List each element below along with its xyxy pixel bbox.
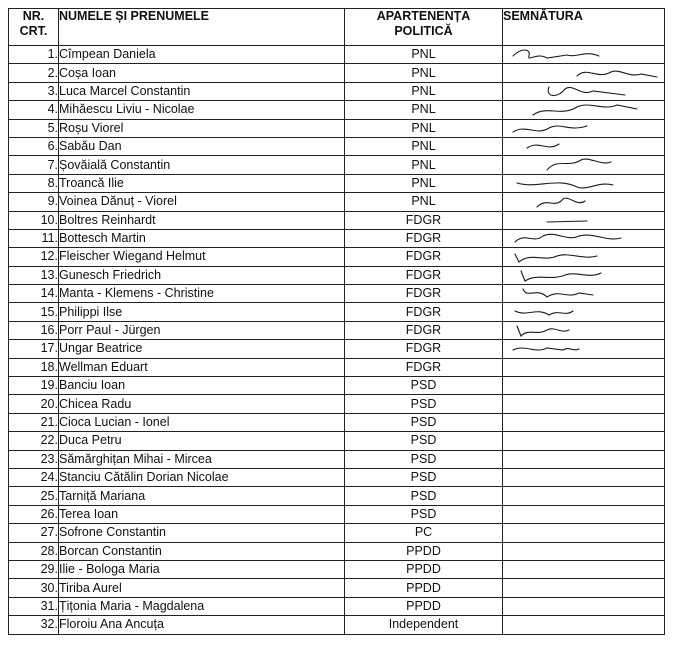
signature-stroke bbox=[515, 311, 573, 315]
political-affiliation: PSD bbox=[345, 395, 503, 413]
member-name: Cîmpean Daniela bbox=[59, 46, 345, 64]
table-row bbox=[9, 211, 665, 229]
member-name: Terea Ioan bbox=[59, 505, 345, 523]
row-number: 1. bbox=[9, 46, 59, 64]
member-name: Sămărghițan Mihai - Mircea bbox=[59, 450, 345, 468]
table-row bbox=[9, 248, 665, 266]
table-row bbox=[9, 542, 665, 560]
signature-stroke bbox=[527, 144, 559, 148]
signature-cell bbox=[503, 450, 665, 468]
signature-stroke bbox=[547, 221, 587, 222]
row-number: 11. bbox=[9, 229, 59, 247]
row-number: 6. bbox=[9, 137, 59, 155]
signature-stroke bbox=[533, 105, 637, 115]
row-number: 17. bbox=[9, 340, 59, 358]
table-row bbox=[9, 46, 665, 64]
member-name: Floroiu Ana Ancuța bbox=[59, 616, 345, 634]
table-row bbox=[9, 487, 665, 505]
political-affiliation: PC bbox=[345, 524, 503, 542]
member-name: Borcan Constantin bbox=[59, 542, 345, 560]
row-number: 9. bbox=[9, 193, 59, 211]
handwritten-signature bbox=[507, 248, 657, 266]
member-name: Wellman Eduart bbox=[59, 358, 345, 376]
signature-cell bbox=[503, 64, 665, 82]
signature-cell bbox=[503, 358, 665, 376]
signature-cell bbox=[503, 303, 665, 321]
table-row bbox=[9, 119, 665, 137]
signature-cell bbox=[503, 321, 665, 339]
political-affiliation: PSD bbox=[345, 468, 503, 486]
table-row bbox=[9, 450, 665, 468]
table-row bbox=[9, 413, 665, 431]
signature-stroke bbox=[547, 159, 611, 170]
row-number: 13. bbox=[9, 266, 59, 284]
signature-stroke bbox=[513, 126, 587, 132]
political-affiliation: PNL bbox=[345, 156, 503, 174]
political-affiliation: PNL bbox=[345, 64, 503, 82]
member-name: Troancă Ilie bbox=[59, 174, 345, 192]
table-row bbox=[9, 377, 665, 395]
handwritten-signature bbox=[507, 285, 657, 303]
member-name: Philippi Ilse bbox=[59, 303, 345, 321]
row-number: 28. bbox=[9, 542, 59, 560]
handwritten-signature bbox=[507, 64, 657, 82]
table-row bbox=[9, 505, 665, 523]
signature-cell bbox=[503, 137, 665, 155]
table-row bbox=[9, 560, 665, 578]
signature-cell bbox=[503, 597, 665, 615]
signature-cell bbox=[503, 524, 665, 542]
member-name: Tarniță Mariana bbox=[59, 487, 345, 505]
signature-cell bbox=[503, 505, 665, 523]
political-affiliation: PNL bbox=[345, 193, 503, 211]
political-affiliation: FDGR bbox=[345, 229, 503, 247]
handwritten-signature bbox=[507, 322, 657, 340]
signature-cell bbox=[503, 340, 665, 358]
signature-stroke bbox=[517, 183, 613, 188]
political-affiliation: PPDD bbox=[345, 579, 503, 597]
row-number: 29. bbox=[9, 560, 59, 578]
handwritten-signature bbox=[507, 303, 657, 321]
signature-stroke bbox=[523, 289, 593, 297]
signature-stroke bbox=[548, 87, 625, 96]
political-affiliation: PSD bbox=[345, 487, 503, 505]
member-name: Chicea Radu bbox=[59, 395, 345, 413]
handwritten-signature bbox=[507, 120, 657, 138]
signature-cell bbox=[503, 468, 665, 486]
table-row bbox=[9, 174, 665, 192]
signature-cell bbox=[503, 46, 665, 64]
signature-cell bbox=[503, 174, 665, 192]
row-number: 16. bbox=[9, 321, 59, 339]
political-affiliation: PSD bbox=[345, 377, 503, 395]
political-affiliation: PSD bbox=[345, 413, 503, 431]
member-name: Tiriba Aurel bbox=[59, 579, 345, 597]
member-name: Voinea Dănuț - Viorel bbox=[59, 193, 345, 211]
row-number: 32. bbox=[9, 616, 59, 634]
member-name: Țițonia Maria - Magdalena bbox=[59, 597, 345, 615]
signature-cell bbox=[503, 285, 665, 303]
row-number: 8. bbox=[9, 174, 59, 192]
political-affiliation: PSD bbox=[345, 450, 503, 468]
member-name: Fleischer Wiegand Helmut bbox=[59, 248, 345, 266]
member-name: Sabău Dan bbox=[59, 137, 345, 155]
member-name: Sofrone Constantin bbox=[59, 524, 345, 542]
member-name: Bottesch Martin bbox=[59, 229, 345, 247]
row-number: 19. bbox=[9, 377, 59, 395]
political-affiliation: PPDD bbox=[345, 542, 503, 560]
handwritten-signature bbox=[507, 46, 657, 64]
political-affiliation: FDGR bbox=[345, 358, 503, 376]
signature-cell bbox=[503, 377, 665, 395]
political-affiliation: FDGR bbox=[345, 340, 503, 358]
row-number: 31. bbox=[9, 597, 59, 615]
signature-cell bbox=[503, 413, 665, 431]
political-affiliation: FDGR bbox=[345, 248, 503, 266]
signature-cell bbox=[503, 616, 665, 634]
table-row bbox=[9, 395, 665, 413]
row-number: 21. bbox=[9, 413, 59, 431]
header-party-line2: POLITICĂ bbox=[394, 24, 453, 38]
row-number: 18. bbox=[9, 358, 59, 376]
signature-cell bbox=[503, 193, 665, 211]
political-affiliation: FDGR bbox=[345, 321, 503, 339]
table-row bbox=[9, 156, 665, 174]
attendance-table bbox=[8, 8, 665, 635]
political-affiliation: PNL bbox=[345, 101, 503, 119]
signature-cell bbox=[503, 82, 665, 100]
member-name: Ilie - Bologa Maria bbox=[59, 560, 345, 578]
member-name: Luca Marcel Constantin bbox=[59, 82, 345, 100]
signature-stroke bbox=[513, 348, 579, 350]
signature-cell bbox=[503, 266, 665, 284]
political-affiliation: PNL bbox=[345, 119, 503, 137]
handwritten-signature bbox=[507, 83, 657, 101]
political-affiliation: FDGR bbox=[345, 303, 503, 321]
member-name: Șovăială Constantin bbox=[59, 156, 345, 174]
member-name: Cioca Lucian - Ionel bbox=[59, 413, 345, 431]
row-number: 7. bbox=[9, 156, 59, 174]
signature-cell bbox=[503, 248, 665, 266]
signature-stroke bbox=[513, 50, 599, 58]
signature-cell bbox=[503, 432, 665, 450]
political-affiliation: FDGR bbox=[345, 285, 503, 303]
header-nr-line1: NR. bbox=[22, 9, 45, 23]
member-name: Ungar Beatrice bbox=[59, 340, 345, 358]
political-affiliation: PNL bbox=[345, 82, 503, 100]
political-affiliation: Independent bbox=[345, 616, 503, 634]
table-row bbox=[9, 303, 665, 321]
member-name: Roșu Viorel bbox=[59, 119, 345, 137]
table-row bbox=[9, 579, 665, 597]
row-number: 12. bbox=[9, 248, 59, 266]
signature-cell bbox=[503, 156, 665, 174]
header-party bbox=[345, 9, 503, 46]
row-number: 14. bbox=[9, 285, 59, 303]
table-row bbox=[9, 193, 665, 211]
signature-cell bbox=[503, 542, 665, 560]
member-name: Porr Paul - Jürgen bbox=[59, 321, 345, 339]
handwritten-signature bbox=[507, 340, 657, 358]
header-party-line1: APARTENENȚA bbox=[376, 9, 471, 23]
member-name: Duca Petru bbox=[59, 432, 345, 450]
table-row bbox=[9, 321, 665, 339]
table-row bbox=[9, 340, 665, 358]
handwritten-signature bbox=[507, 230, 657, 248]
handwritten-signature bbox=[507, 101, 657, 119]
table-row bbox=[9, 266, 665, 284]
table-row bbox=[9, 137, 665, 155]
header-name: NUMELE ȘI PRENUMELE bbox=[59, 9, 345, 46]
row-number: 23. bbox=[9, 450, 59, 468]
table-row bbox=[9, 64, 665, 82]
row-number: 20. bbox=[9, 395, 59, 413]
signature-cell bbox=[503, 579, 665, 597]
row-number: 5. bbox=[9, 119, 59, 137]
member-name: Gunesch Friedrich bbox=[59, 266, 345, 284]
row-number: 2. bbox=[9, 64, 59, 82]
signature-stroke bbox=[515, 234, 621, 242]
signature-cell bbox=[503, 119, 665, 137]
table-row bbox=[9, 432, 665, 450]
table-row bbox=[9, 358, 665, 376]
handwritten-signature bbox=[507, 212, 657, 230]
handwritten-signature bbox=[507, 138, 657, 156]
political-affiliation: PNL bbox=[345, 137, 503, 155]
handwritten-signature bbox=[507, 156, 657, 174]
header-row bbox=[9, 9, 665, 46]
handwritten-signature bbox=[507, 193, 657, 211]
table-row bbox=[9, 229, 665, 247]
row-number: 10. bbox=[9, 211, 59, 229]
header-nr-line2: CRT. bbox=[19, 24, 48, 38]
header-signature: SEMNĂTURA bbox=[503, 9, 665, 46]
signature-cell bbox=[503, 229, 665, 247]
row-number: 26. bbox=[9, 505, 59, 523]
political-affiliation: FDGR bbox=[345, 266, 503, 284]
political-affiliation: PSD bbox=[345, 505, 503, 523]
table-row bbox=[9, 468, 665, 486]
header-nr bbox=[9, 9, 59, 46]
handwritten-signature bbox=[507, 175, 657, 193]
signature-stroke bbox=[537, 198, 585, 207]
handwritten-signature bbox=[507, 267, 657, 285]
political-affiliation: FDGR bbox=[345, 211, 503, 229]
row-number: 27. bbox=[9, 524, 59, 542]
signature-cell bbox=[503, 560, 665, 578]
signature-stroke bbox=[521, 271, 601, 281]
row-number: 3. bbox=[9, 82, 59, 100]
member-name: Stanciu Cătălin Dorian Nicolae bbox=[59, 468, 345, 486]
political-affiliation: PSD bbox=[345, 432, 503, 450]
member-name: Boltres Reinhardt bbox=[59, 211, 345, 229]
table-row bbox=[9, 285, 665, 303]
political-affiliation: PPDD bbox=[345, 560, 503, 578]
table-row bbox=[9, 524, 665, 542]
row-number: 15. bbox=[9, 303, 59, 321]
political-affiliation: PNL bbox=[345, 46, 503, 64]
signature-cell bbox=[503, 101, 665, 119]
table-row bbox=[9, 597, 665, 615]
political-affiliation: PNL bbox=[345, 174, 503, 192]
signature-cell bbox=[503, 487, 665, 505]
signature-stroke bbox=[515, 254, 597, 262]
row-number: 25. bbox=[9, 487, 59, 505]
row-number: 30. bbox=[9, 579, 59, 597]
member-name: Manta - Klemens - Christine bbox=[59, 285, 345, 303]
signature-cell bbox=[503, 395, 665, 413]
signature-cell bbox=[503, 211, 665, 229]
table-row bbox=[9, 101, 665, 119]
member-name: Mihăescu Liviu - Nicolae bbox=[59, 101, 345, 119]
member-name: Banciu Ioan bbox=[59, 377, 345, 395]
table-row bbox=[9, 616, 665, 634]
row-number: 24. bbox=[9, 468, 59, 486]
row-number: 4. bbox=[9, 101, 59, 119]
signature-stroke bbox=[577, 71, 657, 77]
row-number: 22. bbox=[9, 432, 59, 450]
political-affiliation: PPDD bbox=[345, 597, 503, 615]
signature-stroke bbox=[517, 326, 569, 336]
table-row bbox=[9, 82, 665, 100]
member-name: Coșa Ioan bbox=[59, 64, 345, 82]
